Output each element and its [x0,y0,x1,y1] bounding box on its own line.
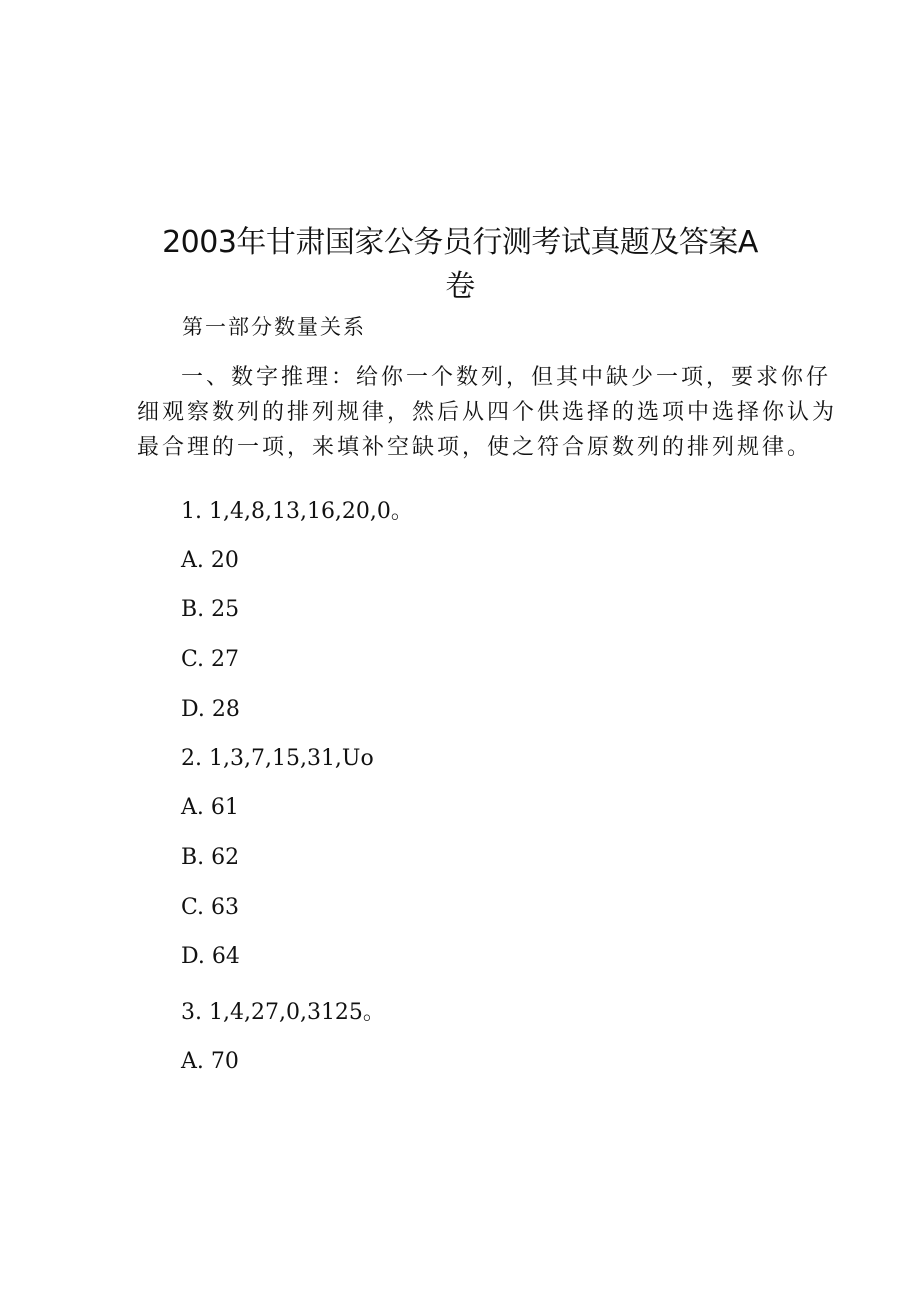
question-2-option-c: C. 63 [181,895,240,920]
title-line-1: 2003年甘肃国家公务员行测考试真题及答案A [162,225,758,260]
instructions-line: 一、数字推理：给你一个数列，但其中缺少一项，要求你仔 [181,365,832,390]
question-1-option-b: B. 25 [181,597,240,622]
question-1-option-d: D. 28 [181,697,240,722]
instructions-paragraph [137,360,838,465]
question-1-stem: 1. 1,4,8,13,16,20,0。 [181,499,413,524]
document-title [120,224,800,306]
question-1-option-c: C. 27 [181,647,240,672]
instructions-line: 最合理的一项，来填补空缺项，使之符合原数列的排列规律。 [137,435,813,460]
question-3-option-a: A. 70 [181,1049,239,1074]
instructions-line: 细观察数列的排列规律，然后从四个供选择的选项中选择你认为 [137,400,838,425]
title-line-2: 卷 [445,269,475,304]
question-2-option-a: A. 61 [181,795,239,820]
section-heading: 第一部分数量关系 [182,315,366,339]
question-2-stem: 2. 1,3,7,15,31,Uo [181,746,374,771]
question-3-stem: 3. 1,4,27,0,3125。 [181,1000,385,1025]
question-2-option-d: D. 64 [181,944,240,969]
question-2-option-b: B. 62 [181,845,240,870]
question-1-option-a: A. 20 [181,548,239,573]
